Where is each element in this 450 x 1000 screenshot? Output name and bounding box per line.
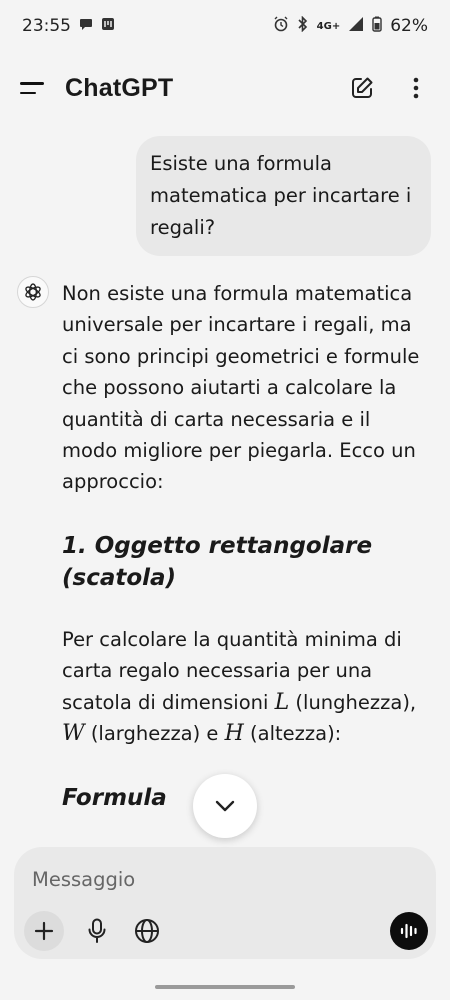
plus-icon[interactable] bbox=[24, 911, 64, 951]
chat-thread[interactable] bbox=[0, 118, 450, 848]
assistant-intro: Non esiste una formula matematica universale per incartare i regali, ma ci sono principi geometrici e formule che possono aiutarti a calcolare la quantità di carta necessaria e il modo migliore per piegarla. Ecco un approccio: bbox=[62, 282, 420, 494]
globe-icon[interactable] bbox=[130, 913, 164, 949]
status-time: 23:55 bbox=[22, 16, 71, 36]
battery-percent: 62% bbox=[390, 16, 428, 36]
app-title[interactable]: ChatGPT bbox=[65, 73, 174, 102]
signal-icon bbox=[348, 16, 364, 37]
para-text-l: (lunghezza), bbox=[289, 690, 417, 714]
app-header bbox=[0, 58, 450, 118]
alarm-icon bbox=[273, 16, 289, 37]
scroll-down-button[interactable] bbox=[193, 774, 257, 838]
voice-mode-icon[interactable] bbox=[390, 912, 428, 950]
message-composer bbox=[14, 847, 436, 959]
status-right bbox=[273, 16, 428, 37]
math-var-l: L bbox=[274, 689, 290, 715]
new-chat-icon[interactable] bbox=[346, 72, 378, 104]
assistant-paragraph bbox=[62, 624, 424, 750]
status-bar bbox=[0, 0, 450, 52]
para-text-start: Per calcolare la quantità minima di carta regalo necessaria per una scatola di dimensioni bbox=[62, 627, 402, 714]
chevron-down-icon bbox=[214, 799, 236, 813]
user-message-bubble[interactable]: Esiste una formula matematica per incartare i regali? bbox=[136, 136, 431, 256]
battery-icon bbox=[372, 16, 382, 37]
assistant-message bbox=[62, 278, 424, 815]
openai-logo-icon bbox=[17, 276, 49, 308]
math-var-h: H bbox=[224, 721, 244, 747]
message-input[interactable] bbox=[32, 863, 412, 895]
next-heading-partial: Formula bbox=[62, 785, 167, 812]
math-var-w: W bbox=[62, 721, 85, 747]
para-text-w: (larghezza) e bbox=[84, 722, 225, 746]
more-vert-icon[interactable] bbox=[400, 72, 432, 104]
assistant-heading: 1. Oggetto rettangolare (scatola) bbox=[62, 532, 373, 591]
message-notification-icon bbox=[79, 16, 93, 36]
status-left bbox=[22, 16, 115, 36]
network-type: 4G+ bbox=[316, 20, 341, 32]
para-text-end: (altezza): bbox=[243, 722, 342, 746]
bluetooth-icon bbox=[297, 16, 309, 37]
home-indicator[interactable] bbox=[155, 985, 295, 989]
menu-icon[interactable] bbox=[20, 77, 46, 99]
mic-icon[interactable] bbox=[80, 913, 114, 949]
app-notification-icon bbox=[101, 16, 115, 36]
